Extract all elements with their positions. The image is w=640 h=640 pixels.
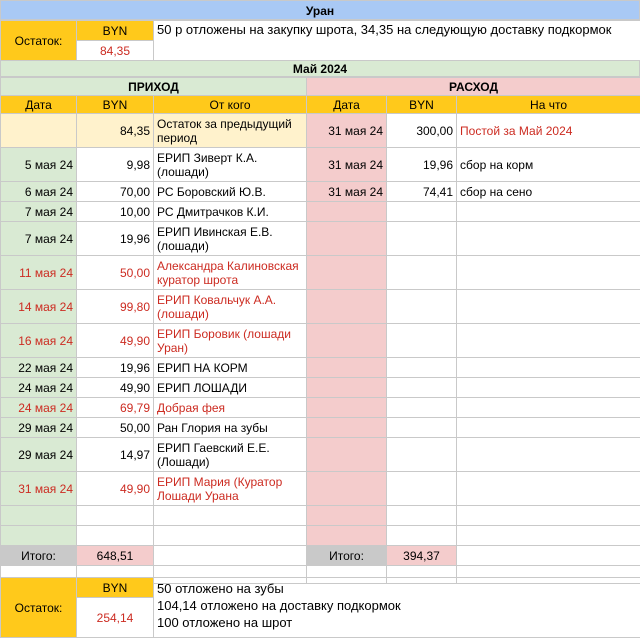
expense-col-amount: BYN (387, 96, 457, 114)
empty-cell (154, 526, 307, 546)
table-row (1, 438, 640, 472)
income-amount-cell: 70,00 (77, 182, 154, 202)
expense-total-value: 394,37 (387, 546, 457, 566)
expense-what-cell: сбор на сено (457, 182, 640, 202)
expense-amount-cell (387, 222, 457, 256)
expense-what-cell (457, 256, 640, 290)
bottom-balance-table (0, 577, 640, 638)
expense-what-cell (457, 438, 640, 472)
expense-what-cell (457, 358, 640, 378)
expense-what-cell (457, 398, 640, 418)
expense-what-cell (457, 324, 640, 358)
income-date-cell: 11 мая 24 (1, 256, 77, 290)
expense-date-cell (307, 222, 387, 256)
income-from-cell: ЕРИП Зиверт К.А. (лошади) (154, 148, 307, 182)
top-balance-label: Остаток: (1, 21, 77, 61)
income-amount-cell: 19,96 (77, 222, 154, 256)
expense-date-cell (307, 438, 387, 472)
income-date-cell: 14 мая 24 (1, 290, 77, 324)
income-date-cell: 16 мая 24 (1, 324, 77, 358)
income-from-cell: ЕРИП НА КОРМ (154, 358, 307, 378)
expense-date-cell (307, 290, 387, 324)
bottom-balance-label: Остаток: (1, 578, 77, 638)
table-row (1, 398, 640, 418)
expense-what-cell (457, 222, 640, 256)
income-from-cell: Ран Глория на зубы (154, 418, 307, 438)
income-from-cell: ЕРИП ЛОШАДИ (154, 378, 307, 398)
income-date-cell: 29 мая 24 (1, 418, 77, 438)
totals-spacer (154, 546, 307, 566)
expense-total-label: Итого: (307, 546, 387, 566)
table-row (1, 114, 640, 148)
bottom-note-2: 104,14 отложено на доставку подкормок (157, 598, 401, 613)
expense-what-cell (457, 418, 640, 438)
income-col-from: От кого (154, 96, 307, 114)
bottom-note-3: 100 отложено на шрот (157, 615, 293, 630)
bottom-balance-notes (154, 578, 640, 638)
period-header: Май 2024 (0, 60, 640, 77)
top-balance-note: 50 р отложены на закупку шрота, 34,35 на следующую доставку подкормок (154, 21, 640, 61)
expense-amount-cell (387, 472, 457, 506)
table-row (1, 256, 640, 290)
empty-row (1, 506, 640, 526)
income-amount-cell: 49,90 (77, 324, 154, 358)
income-amount-cell: 49,90 (77, 378, 154, 398)
income-total-label: Итого: (1, 546, 77, 566)
income-from-cell: Остаток за предыдущий период (154, 114, 307, 148)
empty-cell (154, 506, 307, 526)
empty-cell (307, 526, 387, 546)
expense-amount-cell (387, 324, 457, 358)
expense-col-date: Дата (307, 96, 387, 114)
income-col-date: Дата (1, 96, 77, 114)
expense-date-cell (307, 472, 387, 506)
income-amount-cell: 14,97 (77, 438, 154, 472)
expense-amount-cell (387, 438, 457, 472)
expense-date-cell (307, 398, 387, 418)
income-amount-cell: 19,96 (77, 358, 154, 378)
bottom-note-1: 50 отложено на зубы (157, 581, 284, 596)
top-balance-value: 84,35 (77, 41, 154, 61)
table-row (1, 472, 640, 506)
bottom-currency-header: BYN (77, 578, 154, 598)
income-from-cell: ЕРИП Гаевский Е.Е. (Лошади) (154, 438, 307, 472)
expense-col-what: На что (457, 96, 640, 114)
expense-amount-cell: 19,96 (387, 148, 457, 182)
income-amount-cell: 99,80 (77, 290, 154, 324)
expense-date-cell (307, 378, 387, 398)
expense-section-header: РАСХОД (307, 78, 640, 96)
empty-cell (77, 506, 154, 526)
table-row (1, 324, 640, 358)
empty-cell (77, 526, 154, 546)
empty-cell (387, 526, 457, 546)
totals-spacer (457, 546, 640, 566)
sheet-title: Уран (0, 0, 640, 20)
expense-what-cell: сбор на корм (457, 148, 640, 182)
income-date-cell: 22 мая 24 (1, 358, 77, 378)
income-date-cell: 31 мая 24 (1, 472, 77, 506)
income-date-cell: 24 мая 24 (1, 398, 77, 418)
column-header-row (1, 96, 640, 114)
expense-what-cell (457, 290, 640, 324)
income-date-cell: 24 мая 24 (1, 378, 77, 398)
income-date-cell: 29 мая 24 (1, 438, 77, 472)
income-from-cell: РС Дмитрачков К.И. (154, 202, 307, 222)
table-row (1, 418, 640, 438)
totals-row (1, 546, 640, 566)
expense-amount-cell (387, 290, 457, 324)
table-row (1, 148, 640, 182)
income-amount-cell: 50,00 (77, 256, 154, 290)
bottom-balance-value: 254,14 (77, 598, 154, 638)
empty-cell (387, 506, 457, 526)
income-date-cell: 7 мая 24 (1, 222, 77, 256)
income-from-cell: ЕРИП Ковальчук А.А. (лошади) (154, 290, 307, 324)
expense-amount-cell (387, 418, 457, 438)
empty-cell (457, 526, 640, 546)
expense-amount-cell: 74,41 (387, 182, 457, 202)
table-row (1, 222, 640, 256)
expense-amount-cell (387, 398, 457, 418)
income-amount-cell: 50,00 (77, 418, 154, 438)
income-from-cell: Александра Калиновская куратор шрота (154, 256, 307, 290)
empty-row (1, 526, 640, 546)
table-row (1, 358, 640, 378)
income-amount-cell: 69,79 (77, 398, 154, 418)
expense-date-cell (307, 418, 387, 438)
expense-amount-cell (387, 378, 457, 398)
expense-what-cell (457, 472, 640, 506)
expense-date-cell (307, 256, 387, 290)
income-amount-cell: 10,00 (77, 202, 154, 222)
empty-cell (1, 526, 77, 546)
expense-amount-cell (387, 202, 457, 222)
empty-cell (457, 506, 640, 526)
income-col-amount: BYN (77, 96, 154, 114)
expense-what-cell: Постой за Май 2024 (457, 114, 640, 148)
expense-date-cell (307, 202, 387, 222)
income-from-cell: РС Боровский Ю.В. (154, 182, 307, 202)
table-row (1, 378, 640, 398)
expense-what-cell (457, 378, 640, 398)
expense-what-cell (457, 202, 640, 222)
income-amount-cell: 9,98 (77, 148, 154, 182)
table-row (1, 202, 640, 222)
expense-date-cell: 31 мая 24 (307, 182, 387, 202)
expense-amount-cell (387, 256, 457, 290)
income-amount-cell: 49,90 (77, 472, 154, 506)
income-date-cell (1, 114, 77, 148)
income-date-cell: 7 мая 24 (1, 202, 77, 222)
income-amount-cell: 84,35 (77, 114, 154, 148)
income-from-cell: ЕРИП Ивинская Е.В. (лошади) (154, 222, 307, 256)
income-date-cell: 6 мая 24 (1, 182, 77, 202)
expense-amount-cell (387, 358, 457, 378)
income-from-cell: Добрая фея (154, 398, 307, 418)
income-from-cell: ЕРИП Боровик (лошади Уран) (154, 324, 307, 358)
ledger-table (0, 77, 640, 584)
expense-date-cell: 31 мая 24 (307, 114, 387, 148)
expense-date-cell (307, 358, 387, 378)
table-row (1, 182, 640, 202)
expense-amount-cell: 300,00 (387, 114, 457, 148)
income-date-cell: 5 мая 24 (1, 148, 77, 182)
income-section-header: ПРИХОД (1, 78, 307, 96)
income-total-value: 648,51 (77, 546, 154, 566)
top-currency-header: BYN (77, 21, 154, 41)
empty-cell (307, 506, 387, 526)
top-balance-table (0, 20, 640, 61)
income-from-cell: ЕРИП Мария (Куратор Лошади Урана (154, 472, 307, 506)
expense-date-cell (307, 324, 387, 358)
expense-date-cell: 31 мая 24 (307, 148, 387, 182)
empty-cell (1, 506, 77, 526)
table-row (1, 290, 640, 324)
